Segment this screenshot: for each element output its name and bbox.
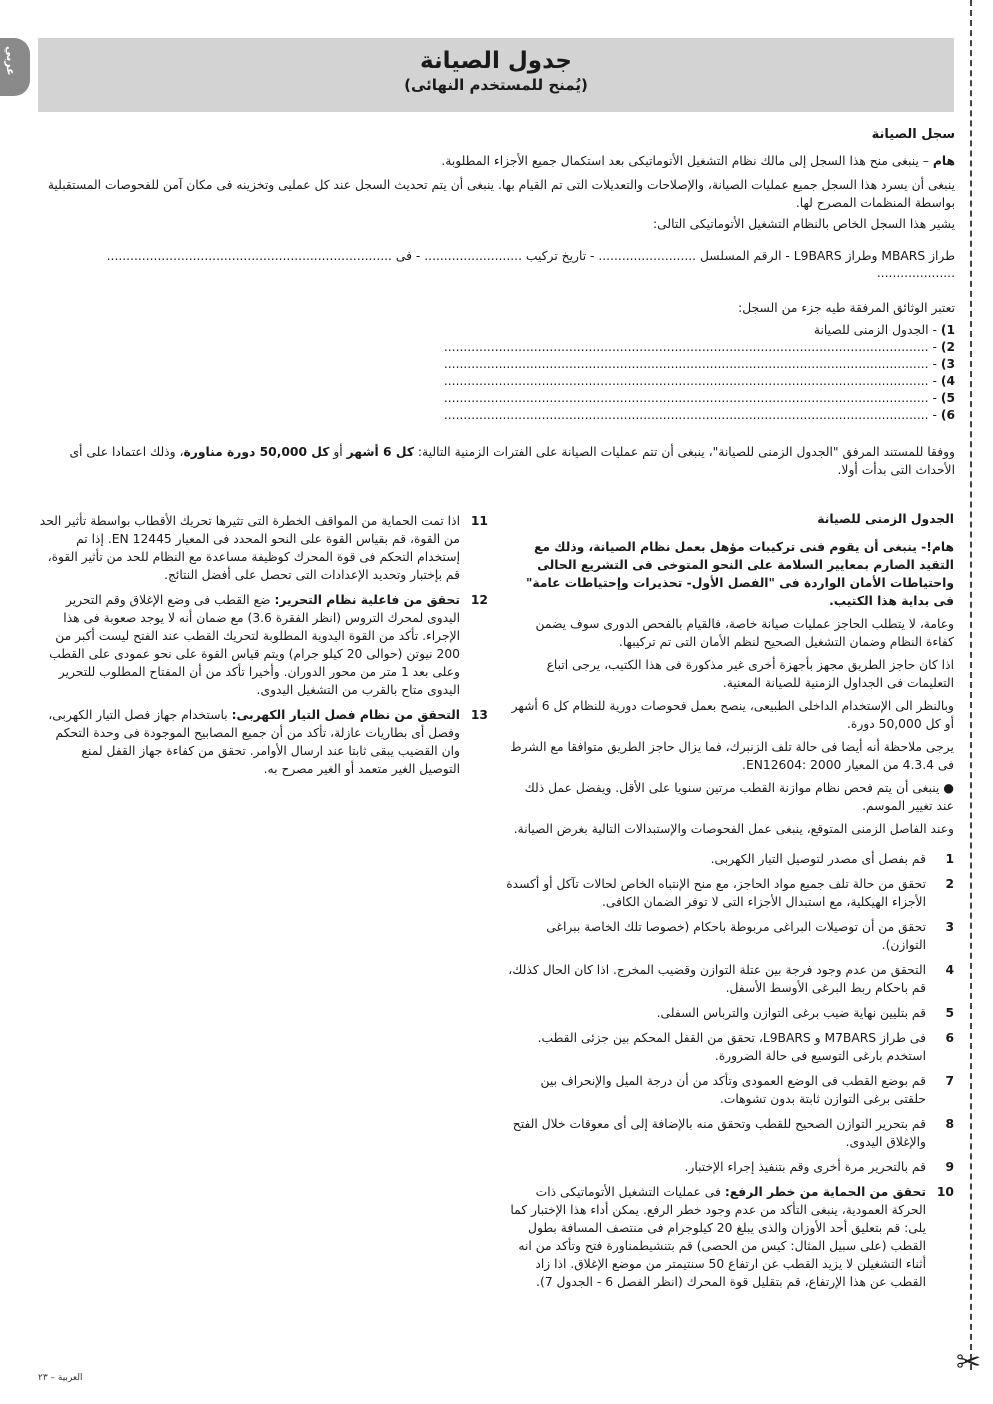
schedule-note: ووفقا للمستند المرفق "الجدول الزمنى للصيانة"، ينبغى أن تتم عمليات الصيانة على الفترات الزمنية التالية: كل 6 أشهر أو كل 50,000 دورة مناورة، وذلك اعتمادا على أى الأحداث التى بدأت أولا. — [69, 445, 955, 477]
checks-column — [38, 512, 488, 785]
schedule-bullet: ● ينبغى أن يتم فحص نظام موازنة القطب مرتين سنويا على الأقل. ويفضل عمل ذلك عند تغيير الموسم. — [524, 781, 954, 813]
checklist-item: 9 قم بالتحرير مرة أخرى وقم بتنفيذ إجراء الإختبار. — [684, 1160, 954, 1174]
page-subtitle: (يُمنح للمستخدم النهائى) — [404, 76, 588, 94]
schedule-column — [505, 510, 954, 1298]
log-heading: سجل الصيانة — [871, 127, 955, 142]
checklist-item: 6 فى طراز M7BARS و L9BARS، تحقق من القفل المحكم بين جزئى القطب. استخدم بارغى التوسيع فى حالة الضرورة. — [537, 1031, 954, 1063]
cut-line — [970, 0, 972, 1370]
schedule-important: هام!- ينبغى أن يقوم فنى تركيبات مؤهل بعمل نظام الصيانة، وذلك مع التقيد الصارم بمعايير السلامة على النحو المتوخى فى التشريع الحالى واحتياطات الأمان الواردة فى "الفصل الأول- تحذيرات وإحتياطات عامة" فى بداية هذا الكتيب. — [525, 540, 954, 608]
schedule-paragraph: اذا كان حاجز الطريق مجهز بأجهزة أخرى غير مذكورة فى هذا الكتيب، يرجى اتباع التعليمات فى الجداول الزمنية للصيانة المعنية. — [546, 658, 954, 690]
checklist-item: 13 التحقق من نظام فصل التيار الكهربى: باستخدام جهاز فصل التيار الكهربى، وفصل أى بطاريات عازلة، تأكد من أن جميع المصابيح الموجودة فى وحدة التحكم وان القضيب يبقى ثابتا عند ارسال الأوامر. تحقق من كفاءة جهاز القفل لمنع التوصيل الغير متعمد أو الغير مصرح به. — [48, 708, 488, 776]
docs-list-item: 2) - ............................................................................................................................ — [443, 340, 955, 354]
log-important-label: هام — [932, 154, 955, 168]
checklist-item: 2 تحقق من حالة تلف جميع مواد الحاجز، مع منح الإنتباه الخاص لحالات تآكل أو أكسدة الأجزاء الهيكلية، مع استبدال الأجزاء التى لا توفر الضمان الكافى. — [506, 877, 954, 909]
docs-intro: تعتبر الوثائق المرفقة طيه جزء من السجل: — [738, 301, 955, 315]
log-important — [39, 152, 955, 170]
model-line: طراز MBARS وطراز L9BARS - الرقم المسلسل ......................... - تاريخ تركيب ......................... - فى ......................................................................... — [106, 249, 955, 263]
checklist-item: 1 قم بفصل أى مصدر لتوصيل التيار الكهربى. — [710, 852, 954, 866]
checklist-item: 11 اذا تمت الحماية من المواقف الخطرة التى تثيرها تحريك الأقطاب بواسطة تأثير الحد من القوة، قم بقياس القوة على النحو المحدد فى المعيار EN 12445. إذا تم إستخدام التحكم فى قوة المحرك كوظيفة مساعدة مع النظام للحد من تأثير القوة، قم بإختبار وتحديد الإعدادات التى تحصل على أفضل النتائج. — [39, 514, 488, 582]
page-title: جدول الصيانة — [420, 48, 572, 74]
model-line-2: .................... — [876, 266, 955, 280]
language-tab — [0, 38, 30, 96]
docs-list-item: 3) - ............................................................................................................................ — [443, 357, 955, 371]
checklist-item: 4 التحقق من عدم وجود فرجة بين عتلة التوازن وقضيب المخرج. اذا كان الحال كذلك، قم باحكام ربط البرغى الأوسط الأسفل. — [508, 963, 954, 995]
log-paragraph-3: يشير هذا السجل الخاص بالنظام التشغيل الأتوماتيكى التالى: — [652, 217, 955, 231]
schedule-paragraph: يرجى ملاحظة أنه أيضا فى حالة تلف الزنبرك، فما يزال حاجز الطريق متوافقا مع الشرط فى 4.3.4 من المعيار EN12604: 2000. — [510, 740, 954, 772]
checklist-item: 7 قم بوضع القطب فى الوضع العمودى وتأكد من أن درجة الميل والإنحراف بين حلقتى برغى التوازن ثابتة بدون تشوهات. — [540, 1074, 954, 1106]
checklist-item: 3 تحقق من أن توصيلات البراغى مربوطة باحكام (خصوصا تلك الخاصة ببراغى التوازن). — [546, 920, 954, 952]
log-important-text: – ينبغى منح هذا السجل إلى مالك نظام التشغيل الأتوماتيكى بعد استكمال جميع الأجزاء المطلوبة. — [441, 154, 933, 168]
checklist-item: 8 قم بتحرير التوازن الصحيح للقطب وتحقق منه بالإضافة إلى أى معوقات خلال الفتح والإغلاق اليدوى. — [512, 1117, 954, 1149]
page-header — [38, 38, 954, 112]
schedule-paragraph: وعند الفاصل الزمنى المتوقع، ينبغى عمل الفحوصات والإستبدالات التالية بغرض الصيانة. — [513, 822, 954, 836]
schedule-paragraph: وبالنظر الى الإستخدام الداخلى الطبيعى، ينصح بعمل فحوصات دورية للنظام كل 6 أشهر أو كل 50,000 دورة. — [511, 699, 954, 731]
docs-list-item: 4) - ............................................................................................................................ — [443, 374, 955, 388]
schedule-heading: الجدول الزمنى للصيانة — [817, 512, 954, 526]
schedule-paragraph: وعامة، لا يتطلب الحاجز عمليات صيانة خاصة، فالقيام بالفحص الدورى سوف يضمن كفاءة النظام وضمان التشغيل الصحيح لنظم الأمان التى تم تركيبها. — [535, 617, 954, 649]
docs-list-item: 1) - الجدول الزمنى للصيانة — [813, 323, 955, 337]
language-tab-label: عربي — [4, 46, 17, 76]
checklist-item: 12 تحقق من فاعلية نظام التحرير: ضع القطب فى وضع الإغلاق وقم التحرير اليدوى لمحرك التروس (انظر الفقرة 3.6) مع ضمان أنه لا يوجد صعوبة فى هذا الإجراء. تأكد من القوة اليدوية المطلوبة لتحريك القطب عند الفتح ليست أكبر من 200 نيوتن (حوالى 20 كيلو جرام) ويتم قياس القوة على نحو عمودى على القطب وعلى بعد 1 متر من محور الدوران. وأخيرا تأكد من أن المفتاح المطلوب للتحرير اليدوى متاح بالقرب من التشغيل اليدوى. — [49, 593, 488, 697]
checklist-item: 10 تحقق من الحماية من خطر الرفع: فى عمليات التشغيل الأتوماتيكى ذات الحركة العمودية، ينبغى التأكد من عدم وجود خطر الرفع. يمكن أداء هذا الإختبار كما يلى: قم بتعليق أحد الأوزان والذى يبلغ 20 كيلوجرام فى منتصف المسافة بطول القطب (على سبيل المثال: كيس من الحصى) قم بتنشيطمناورة فتح وتأكد من انه أثناء التشغيلن لا يزيد القطب عن ارتفاع 50 سنتيمتر من موضع الإغلاق. اذا زاد القطب عن هذا الإرتفاع، قم بتقليل قوة المحرك (انظر الفصل 6 - الجدول 7). — [510, 1185, 954, 1289]
docs-list — [39, 321, 955, 423]
docs-list-item: 5) - ............................................................................................................................ — [443, 391, 955, 405]
page-footer: العربية – ٢٣ — [38, 1373, 83, 1383]
docs-list-item: 6) - ............................................................................................................................ — [443, 408, 955, 422]
checklist-item: 5 قم بتليين نهاية ضيب برغى التوازن والترباس السفلى. — [656, 1006, 954, 1020]
scissors-icon: ✂ — [956, 1345, 982, 1380]
log-paragraph-2: ينبغى أن يسرد هذا السجل جميع عمليات الصيانة، والإصلاحات والتعديلات التى تم القيام بها. ينبغى أن يتم تحديث السجل عند كل عمليى وتخزينه فى مكان آمن للفحوصات المستقبلية بواسطة المنظمات المصرح لها. — [47, 178, 955, 210]
